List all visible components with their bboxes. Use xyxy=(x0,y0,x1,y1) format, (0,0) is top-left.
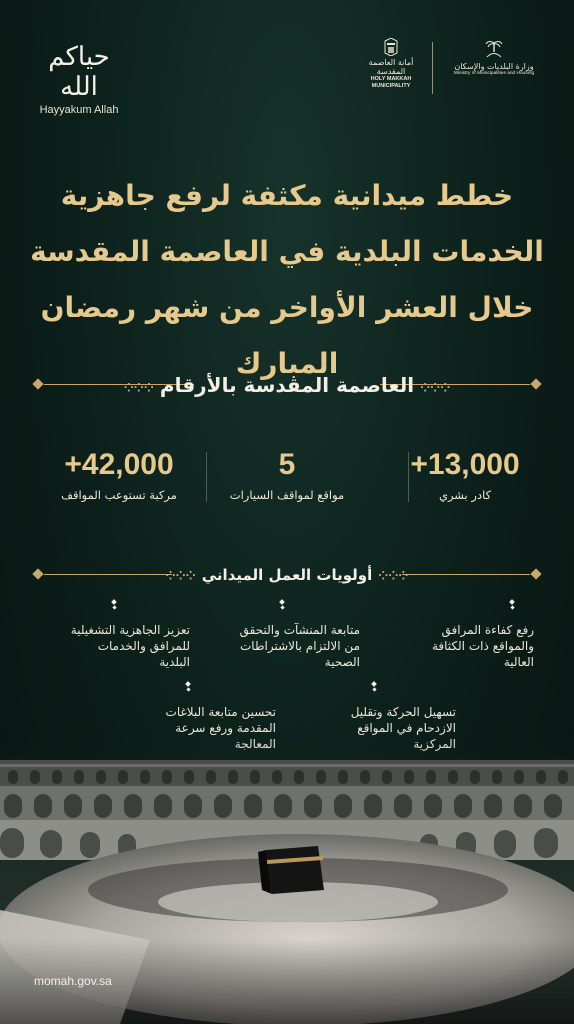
bullet-icon xyxy=(184,682,192,694)
numbers-section-header xyxy=(34,370,540,400)
website-url: momah.gov.sa xyxy=(34,974,112,988)
priority-item: تعزيز الجاهزية التشغيلية للمرافق والخدمات البلدية xyxy=(40,622,190,670)
title-line-2: الخدمات البلدية في العاصمة المقدسة xyxy=(30,235,544,268)
priority-item: تحسين متابعة البلاغات المقدمة ورفع سرعة xyxy=(116,704,276,752)
official-logos xyxy=(360,38,540,98)
ornament-dots-icon: ⁘⁘⁘ xyxy=(378,569,409,583)
stat-value: 5 xyxy=(278,448,296,481)
priority-item: رفع كفاءة المرافق والمواقع ذات الكثافة العالية xyxy=(384,622,534,670)
priorities-section-header xyxy=(34,560,540,590)
municipality-logo: أمانة العاصمة المقدسة HOLY MAKKAH MUNICIPALITY xyxy=(360,38,422,89)
brand-latin: Hayyakum Allah xyxy=(39,104,119,116)
bullet-icon xyxy=(508,600,516,612)
brand-script: حياكم الله xyxy=(48,42,110,102)
stats-row xyxy=(34,448,540,508)
stat-label: مواقع لمواقف السيارات xyxy=(229,488,345,502)
kaaba-icon xyxy=(383,38,399,56)
priority-item: تسهيل الحركة وتقليل الازدحام في المواقع xyxy=(296,704,456,752)
stat-parking-sites xyxy=(212,448,362,502)
page-title xyxy=(28,168,546,392)
title-line-1: خطط ميدانية مكثفة لرفع جاهزية xyxy=(60,179,514,212)
bullet-icon xyxy=(110,600,118,612)
stat-label: مركبة تستوعب المواقف xyxy=(61,488,177,502)
ornament-dots-icon: ⁘⁘⁘ xyxy=(165,569,196,583)
stat-value: +13,000 xyxy=(410,448,520,481)
ornament-dots-icon: ⁘⁘⁘ xyxy=(420,381,451,395)
ornament-dots-icon: ⁘⁘⁘ xyxy=(123,381,154,395)
stat-staff xyxy=(390,448,540,502)
priority-item: متابعة المنشآت والتحقق من الالتزام بالاشتراطات الصحية xyxy=(210,622,360,670)
logo-divider xyxy=(432,42,433,94)
palm-swords-emblem-icon xyxy=(483,38,505,60)
ministry-logo: وزارة البلديات والإسكان Ministry of Municipalities and Housing xyxy=(448,38,540,78)
bullet-icon xyxy=(278,600,286,612)
bullet-icon xyxy=(370,682,378,694)
priorities-section-title: أولويات العمل الميداني xyxy=(201,566,373,584)
stat-separator xyxy=(408,452,409,502)
hayyakum-allah-logo xyxy=(34,42,124,116)
stat-separator xyxy=(206,452,207,502)
numbers-section-title: العاصمة المقدسة بالأرقام xyxy=(159,373,415,397)
stat-label: كادر بشري xyxy=(438,488,492,502)
stat-value: +42,000 xyxy=(64,448,174,481)
stat-vehicles xyxy=(34,448,204,502)
title-line-3: خلال العشر الأواخر من شهر رمضان المبارك xyxy=(40,291,534,380)
